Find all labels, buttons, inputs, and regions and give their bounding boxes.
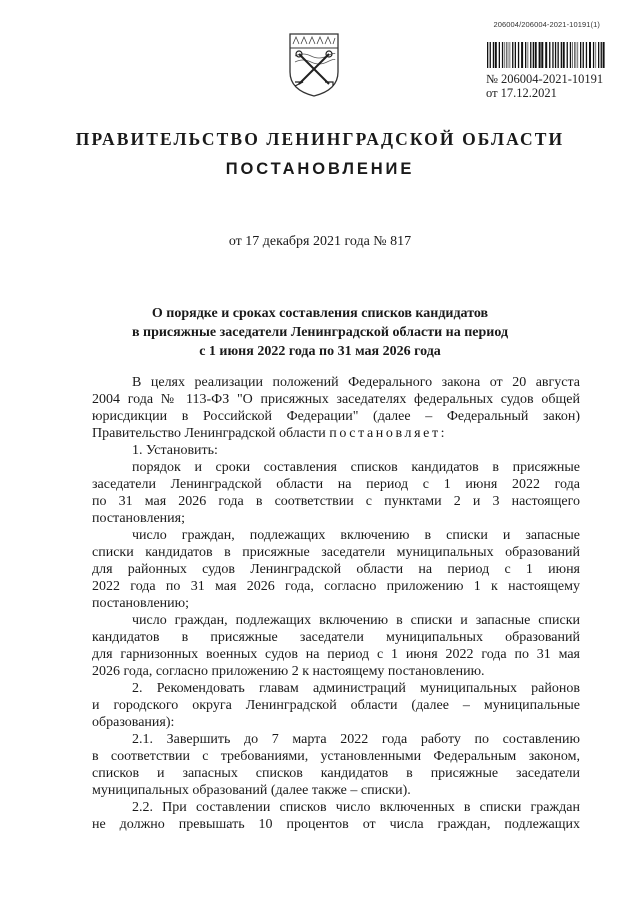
barcode-bar [558, 42, 559, 68]
body-line: порядок и сроки составления списков кандидатов в присяжные [132, 460, 580, 475]
barcode-bar [499, 42, 500, 68]
registration-date: от 17.12.2021 [486, 86, 557, 100]
barcode-bar [601, 42, 602, 68]
barcode-bar [583, 42, 584, 68]
body-line: число граждан, подлежащих включению в списки и запасные [132, 528, 580, 543]
barcode-bar [576, 42, 577, 68]
body-line: 2.1. Завершить до 7 марта 2022 года работу по составлению [132, 732, 580, 747]
barcode-bar [596, 42, 597, 68]
barcode-bar [563, 42, 565, 68]
registration-block [486, 72, 603, 100]
body-line: 2. Рекомендовать главам администраций муниципальных районов [132, 681, 580, 696]
registration-code: 206004/206004-2021-10191(1) [493, 20, 600, 29]
barcode-bar [589, 42, 591, 68]
barcode-bar [574, 42, 575, 68]
body-line: муниципальных образований (далее также – списки). [92, 783, 411, 798]
barcode-bar [598, 42, 599, 68]
decree-date-number: от 17 декабря 2021 года № 817 [228, 234, 412, 249]
barcode [487, 42, 605, 68]
subject-line: в присяжные заседатели Ленинградской области на период [131, 325, 509, 340]
body-line: заседатели Ленинградской области на период с 1 июня 2022 года [92, 477, 580, 492]
barcode-bar [506, 42, 507, 68]
barcode-bar [555, 42, 556, 68]
barcode-bar [549, 42, 550, 68]
barcode-bar [580, 42, 581, 68]
body-line [92, 425, 580, 442]
decree-word: постановляет: [329, 426, 448, 441]
body-line: по 31 мая 2026 года в соответствии с пунктами 2 и 3 настоящего [92, 494, 580, 509]
coat-of-arms-emblem [287, 32, 341, 98]
barcode-bar [603, 42, 605, 68]
barcode-bar [545, 42, 547, 68]
barcode-bar [530, 42, 531, 68]
body-line: число граждан, подлежащих включению в списки и запасные списки [132, 613, 580, 628]
barcode-bar [502, 42, 503, 68]
item-1: 1. Установить: [132, 443, 218, 458]
subject-line: О порядке и сроках составления списков кандидатов [151, 306, 489, 321]
barcode-bar [593, 42, 594, 68]
barcode-bar [561, 42, 562, 68]
barcode-bar [518, 42, 519, 68]
body-line: 2.2. При составлении списков число включенных в списки граждан [132, 800, 580, 815]
body-line: юрисдикции в Российской Федерации" (далее – Федеральный закон) [92, 409, 580, 424]
barcode-bar [525, 42, 526, 68]
barcode-bar [539, 42, 541, 68]
body-line: не должно превышать 10 процентов от числа граждан, подлежащих [92, 817, 580, 832]
body-line: В целях реализации положений Федерального закона от 20 августа [132, 375, 580, 390]
barcode-bar [570, 42, 571, 68]
barcode-bar [552, 42, 553, 68]
body-line: списки кандидатов в присяжные заседатели муниципальных образований [92, 545, 580, 560]
body-line: кандидатов в присяжные заседатели муниципальных образований [92, 630, 580, 645]
body-line: для гарнизонных военных судов на период с 1 июня 2022 года по 31 мая [92, 647, 580, 662]
barcode-bar [533, 42, 534, 68]
body-line: и городского округа Ленинградской области (далее – муниципальные [92, 698, 580, 713]
decree-subject [80, 304, 560, 361]
barcode-bar [510, 42, 511, 68]
barcode-bar [490, 42, 491, 68]
body-line: постановлению; [92, 596, 190, 611]
barcode-bar [535, 42, 537, 68]
body-line: 2022 года по 31 мая 2026 года, согласно приложению 1 к настоящему [92, 579, 580, 594]
barcode-bar [521, 42, 523, 68]
barcode-bar [528, 42, 529, 68]
subject-line: с 1 июня 2022 года по 31 мая 2026 года [199, 344, 441, 359]
barcode-bar [541, 42, 543, 68]
barcode-bar [508, 42, 509, 68]
barcode-bar [505, 42, 506, 68]
intro-end: Правительство Ленинградской области [92, 426, 326, 441]
body-line: 2026 года, согласно приложению 2 к настоящему постановлению. [92, 664, 485, 679]
registration-number: № 206004-2021-10191 [486, 72, 604, 86]
barcode-bar [567, 42, 568, 68]
body-line: списков и запасных списков кандидатов в присяжные заседатели [92, 766, 580, 781]
body-line: для районных судов Ленинградской области на период с 1 июня [92, 562, 580, 577]
barcode-bar [572, 42, 573, 68]
decree-body [92, 374, 580, 833]
barcode-bar [487, 42, 488, 68]
barcode-bar [578, 42, 579, 68]
body-line: в соответствии с требованиями, установленными Федеральным законом, [92, 749, 580, 764]
document-type: ПОСТАНОВЛЕНИЕ [225, 160, 415, 178]
barcode-bar [495, 42, 497, 68]
barcode-bar [493, 42, 494, 68]
body-line: образования): [92, 715, 175, 730]
barcode-bar [586, 42, 587, 68]
barcode-bar [512, 42, 513, 68]
barcode-bar [515, 42, 516, 68]
government-title: ПРАВИТЕЛЬСТВО ЛЕНИНГРАДСКОЙ ОБЛАСТИ [75, 129, 565, 149]
body-line: 2004 года № 113-ФЗ "О присяжных заседателях федеральных судов общей [92, 392, 580, 407]
body-line: постановления; [92, 511, 185, 526]
